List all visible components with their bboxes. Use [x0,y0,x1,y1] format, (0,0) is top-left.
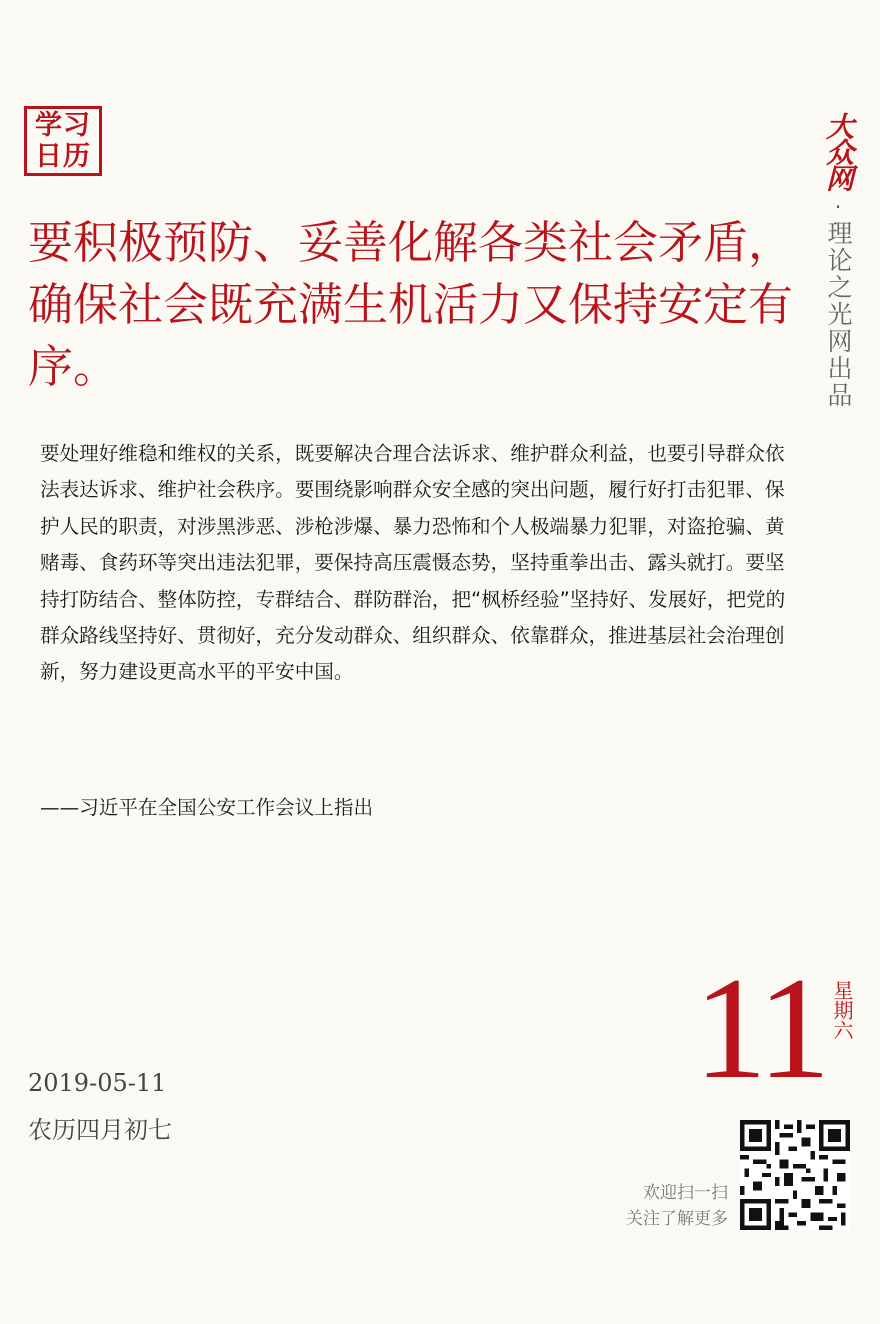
attribution: ——习近平在全国公安工作会议上指出 [40,796,374,819]
brand-mark [818,112,858,409]
scan-line-2: 关注了解更多 [626,1209,728,1229]
brand-logo: 大众网 [822,112,855,190]
scan-prompt [608,1180,728,1232]
body-text: 要处理好维稳和维权的关系，既要解决合理合法诉求、维护群众利益，也要引导群众依法表达诉求、维护社会秩序。要围绕影响群众安全感的突出问题，履行好打击犯罪、保护人民的职责，对涉黑涉恶、涉枪涉爆、暴力恐怖和个人极端暴力犯罪，对盗抢骗、黄赌毒、食药环等突出违法犯罪，要保持高压震慑态势，坚持重拳出击、露头就打。要坚持打防结合、整体防控，专群结合、群防群治，把“枫桥经验”坚持好、发展好，把党的群众路线坚持好、贯彻好，充分发动群众、组织群众、依靠群众，推进基层社会治理创新，努力建设更高水平的平安中国。 [40,442,786,684]
logo-line-1: 学习 [35,110,91,141]
scan-line-1: 欢迎扫一扫 [643,1183,728,1203]
weekday: 星期六 [830,980,854,1040]
lunar-date: 农历四月初七 [28,1116,172,1144]
study-calendar-logo [24,106,102,176]
headline: 要积极预防、妥善化解各类社会矛盾，确保社会既充满生机活力又保持安定有序。 [28,216,794,393]
qr-code-icon[interactable] [740,1120,850,1230]
date: 2019-05-11 [28,1069,167,1097]
logo-line-2: 日历 [35,141,91,172]
brand-subtitle: 理论之光网出品 [824,220,853,409]
brand-separator: · [834,195,842,219]
day-number: 11 [694,947,827,1109]
